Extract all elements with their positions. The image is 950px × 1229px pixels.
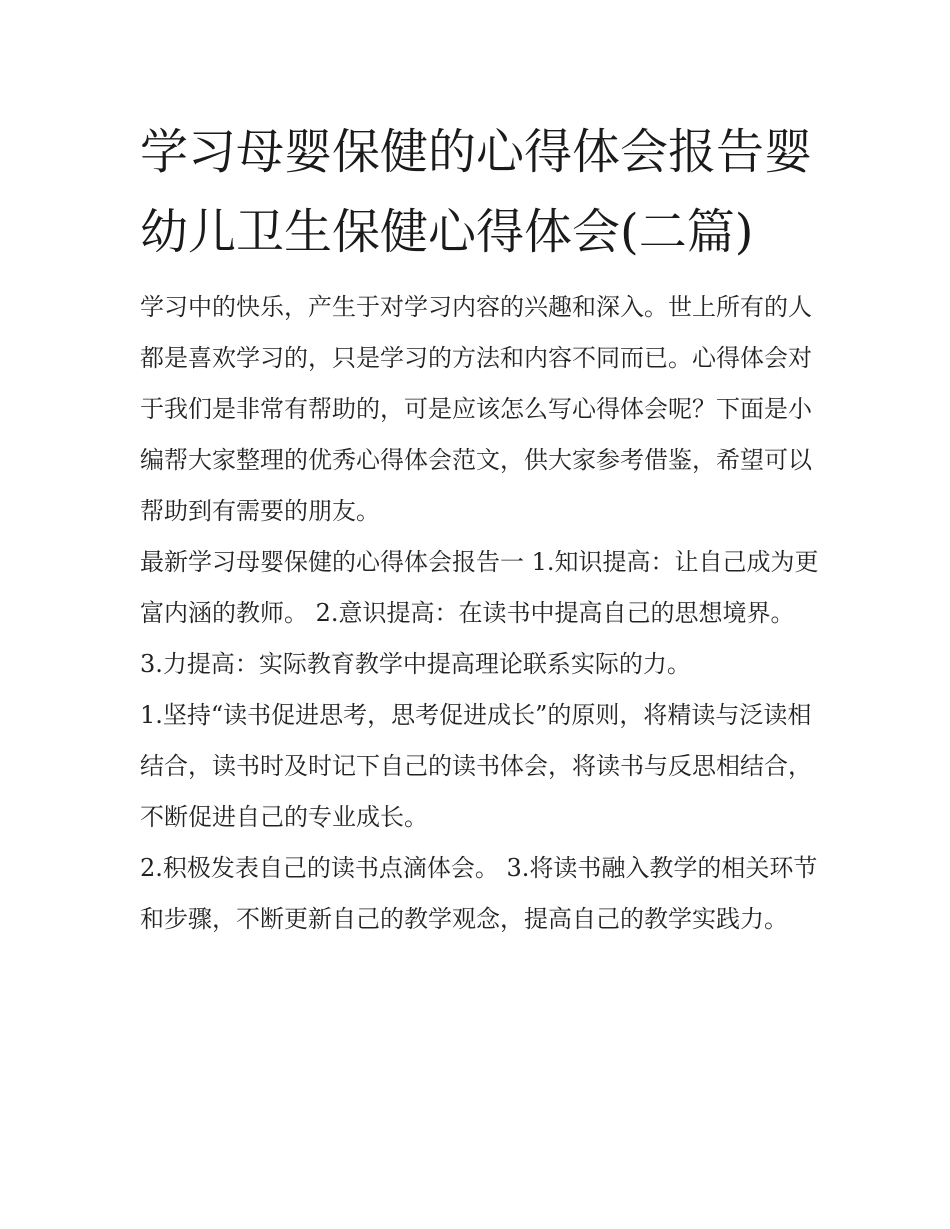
principle-paragraph: 1.坚持“读书促进思考，思考促进成长”的原则，将精读与泛读相结合，读书时及时记下自己的读书体会，将读书与反思相结合，不断促进自己的专业成长。 (140, 701, 812, 831)
document-body (140, 112, 820, 945)
practice-paragraph: 2.积极发表自己的读书点滴体会。 3.将读书融入教学的相关环节和步骤，不断更新自己的教学观念，提高自己的教学实践力。 (140, 854, 818, 933)
report-one-paragraph: 最新学习母婴保健的心得体会报告一 1.知识提高：让自己成为更富内涵的教师。 2.意识提高：在读书中提高自己的思想境界。 (140, 548, 819, 627)
ability-paragraph: 3.力提高：实际教育教学中提高理论联系实际的力。 (140, 650, 691, 678)
document-title: 学习母婴保健的心得体会报告婴幼儿卫生保健心得体会(二篇) (140, 124, 813, 260)
intro-paragraph: 学习中的快乐，产生于对学习内容的兴趣和深入。世上所有的人都是喜欢学习的，只是学习的方法和内容不同而已。心得体会对于我们是非常有帮助的，可是应该怎么写心得体会呢？下面是小编帮大家整理的优秀心得体会范文，供大家参考借鉴，希望可以帮助到有需要的朋友。 (140, 293, 812, 525)
